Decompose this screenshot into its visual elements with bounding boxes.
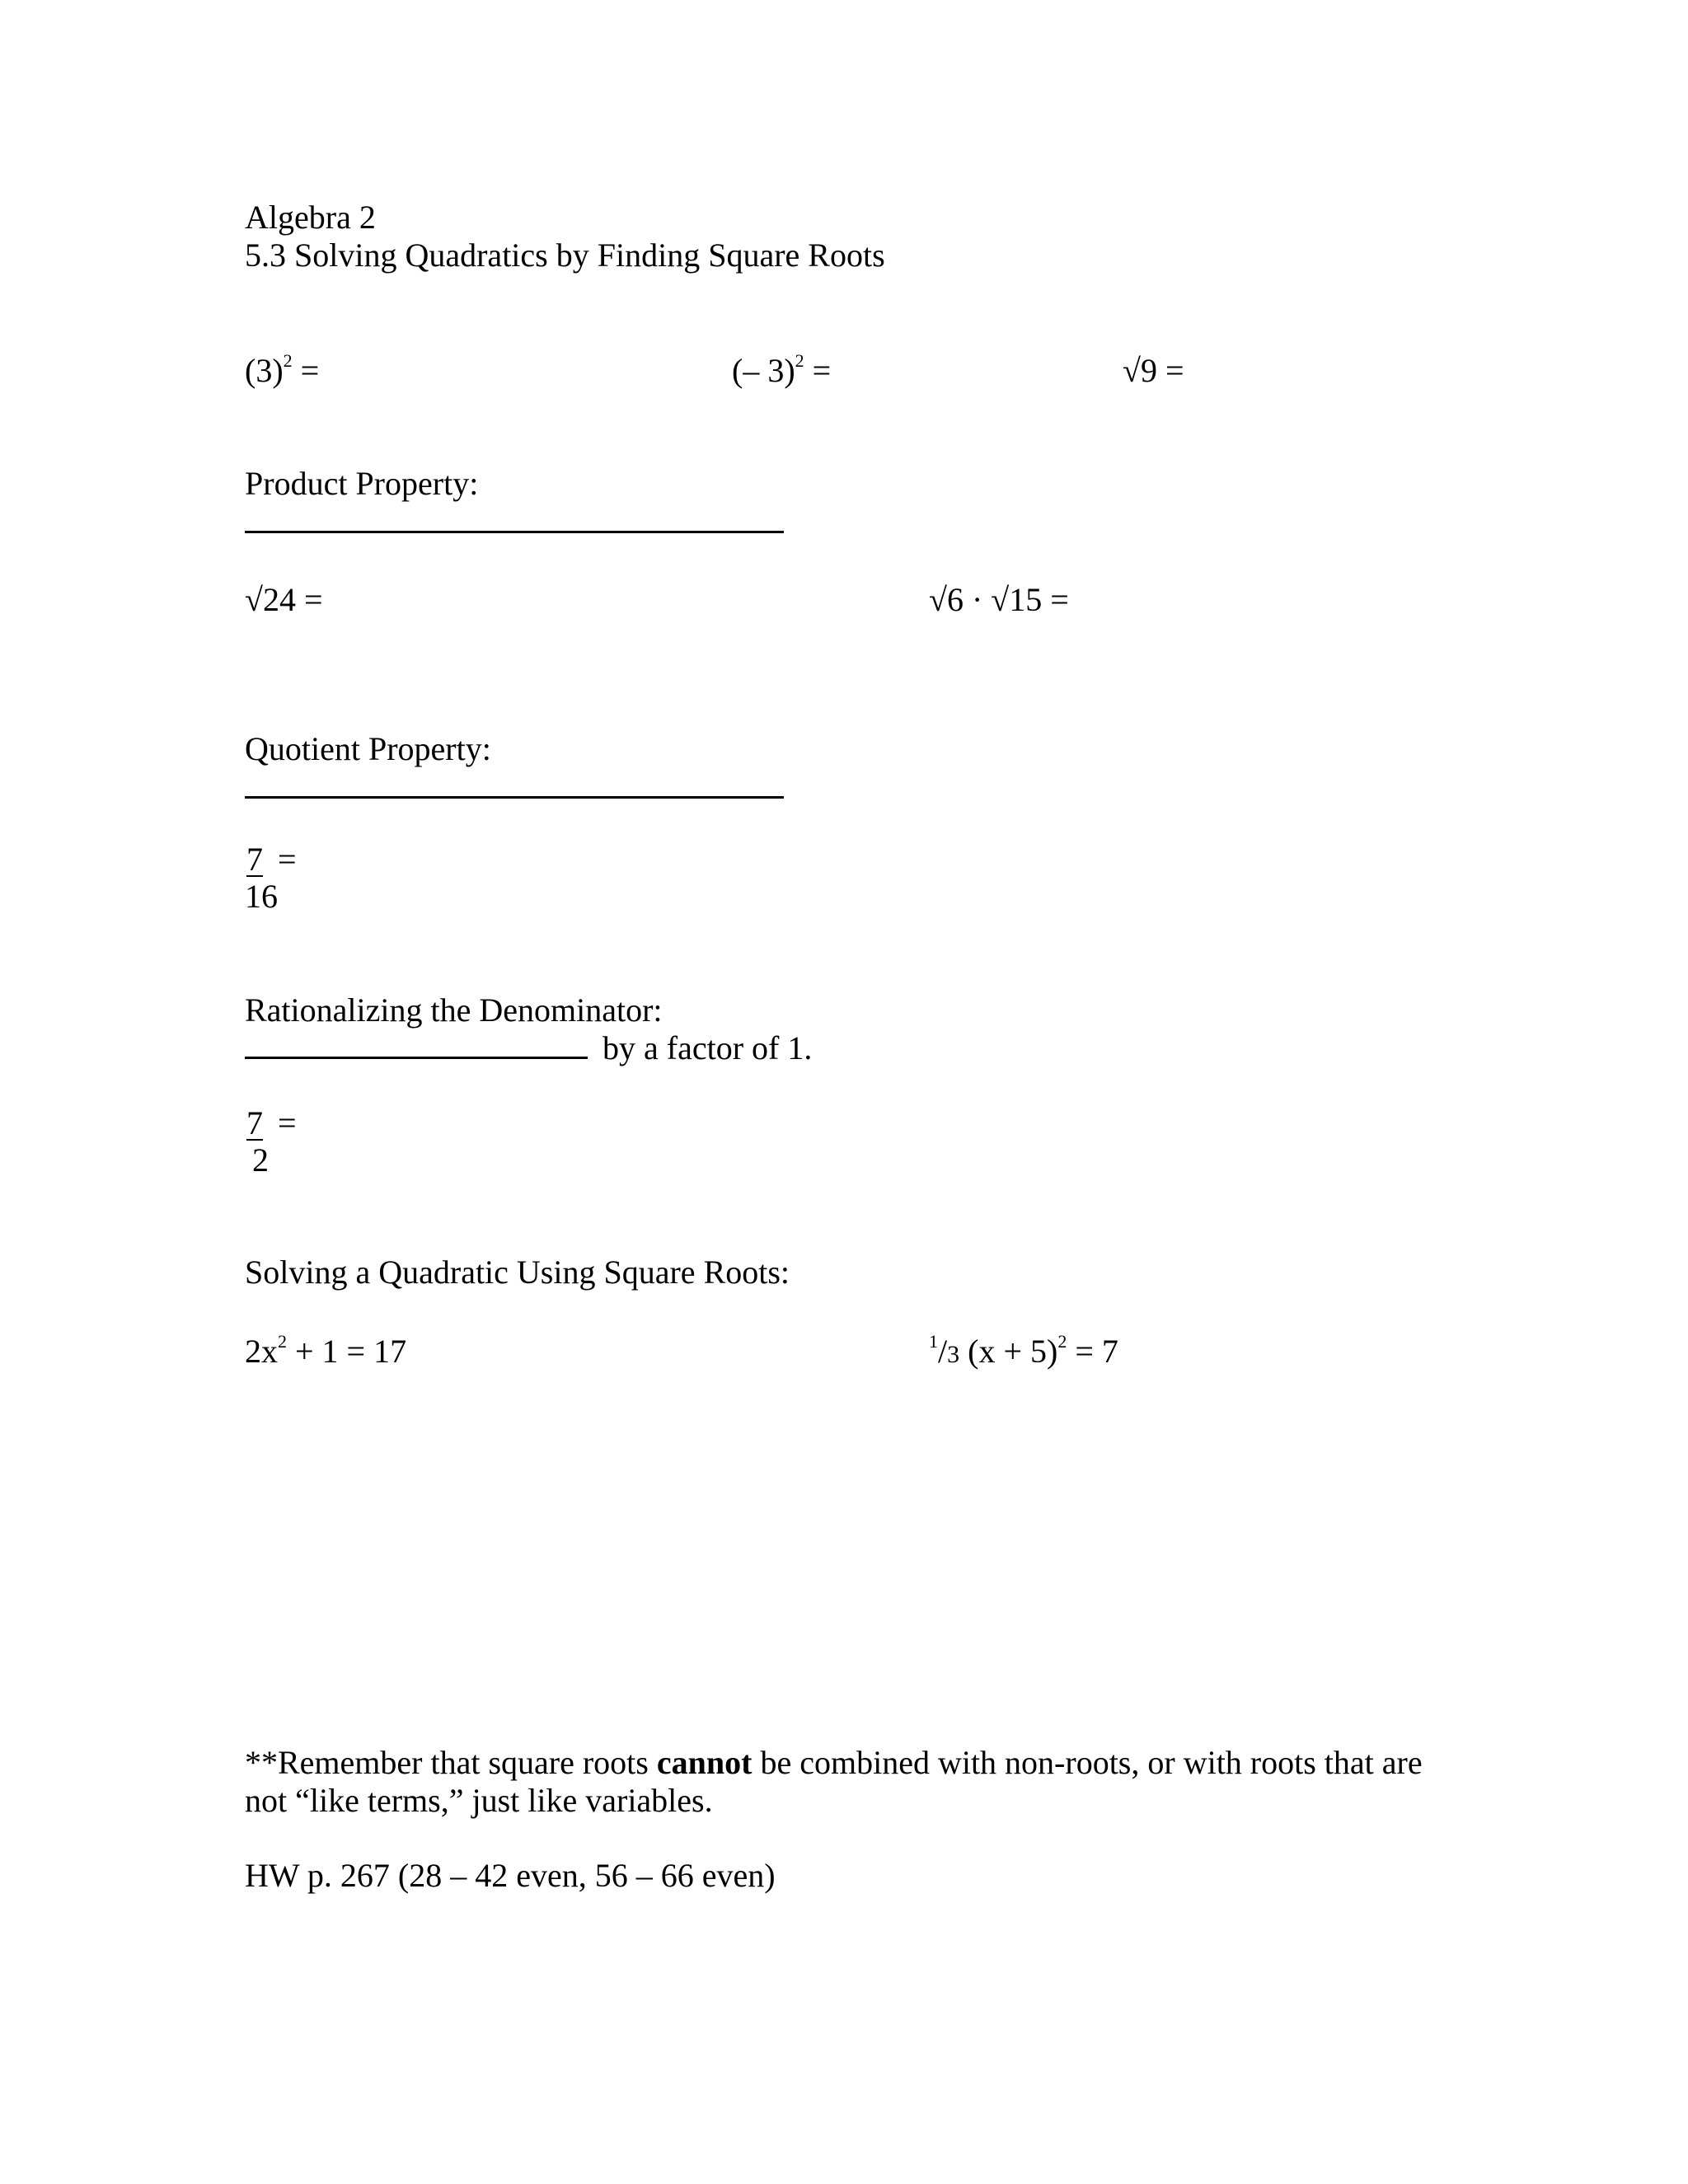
warmup-expr-3: √9 = [1123,352,1184,389]
reminder-line-1 [245,1746,1423,1779]
quotient-numerator: 7 [246,841,263,878]
expr2-exponent: 2 [795,350,804,371]
expr2-equals: = [812,352,832,389]
rationalizing-denominator: 2 [252,1141,269,1179]
rationalizing-numerator: 7 [246,1104,263,1141]
eq2-right: = 7 [1075,1333,1118,1370]
reminder-bold-word: cannot [656,1744,753,1781]
fill-in-blank-line [245,1056,588,1059]
eq1-exponent: 2 [278,1331,287,1352]
expr1-exponent: 2 [283,350,293,371]
rationalizing-suffix: by a factor of 1. [603,1029,813,1066]
reminder-line-2: not “like terms,” just like variables. [245,1782,713,1819]
quotient-example-top [245,843,297,876]
eq2-fraction-slash: / [938,1333,948,1370]
warmup-expr-2 [732,350,832,389]
rationalizing-heading: Rationalizing the Denominator: [245,991,663,1029]
product-example-1: √24 = [245,581,323,618]
quotient-denominator: 16 [245,878,278,915]
eq1-left: 2x [245,1333,278,1370]
fill-in-blank-line [245,530,784,533]
warmup-expr-1 [245,350,320,389]
rationalizing-equals: = [278,1104,297,1141]
eq2-fraction-numerator: 1 [929,1331,938,1352]
product-example-2: √6 · √15 = [929,581,1069,618]
quotient-property-heading: Quotient Property: [245,730,491,767]
expr1-equals: = [300,352,320,389]
quotient-equals: = [278,841,297,878]
reminder-part-a: **Remember that square roots [245,1744,657,1781]
solving-heading: Solving a Quadratic Using Square Roots: [245,1254,790,1291]
product-property-blank [245,506,784,539]
eq1-right: + 1 = 17 [295,1333,407,1370]
product-property-heading: Product Property: [245,465,479,502]
expr1-base: (3) [245,352,284,389]
rationalizing-blank-line [245,1029,813,1066]
eq2-exponent: 2 [1057,1331,1067,1352]
eq2-fraction-denominator: 3 [947,1341,960,1368]
rationalizing-example-top [245,1104,297,1141]
homework-assignment: HW p. 267 (28 – 42 even, 56 – 66 even) [245,1857,776,1894]
quadratic-equation-2 [929,1331,1118,1370]
reminder-part-b: be combined with non-roots, or with roots that are [752,1744,1423,1781]
fill-in-blank-line [245,795,784,799]
quadratic-equation-1 [245,1331,407,1370]
course-title: Algebra 2 [245,199,376,236]
expr2-base: (– 3) [732,352,795,389]
eq2-group: (x + 5) [968,1333,1058,1370]
quotient-property-blank [245,771,784,804]
lesson-title: 5.3 Solving Quadratics by Finding Square Roots [245,237,885,274]
